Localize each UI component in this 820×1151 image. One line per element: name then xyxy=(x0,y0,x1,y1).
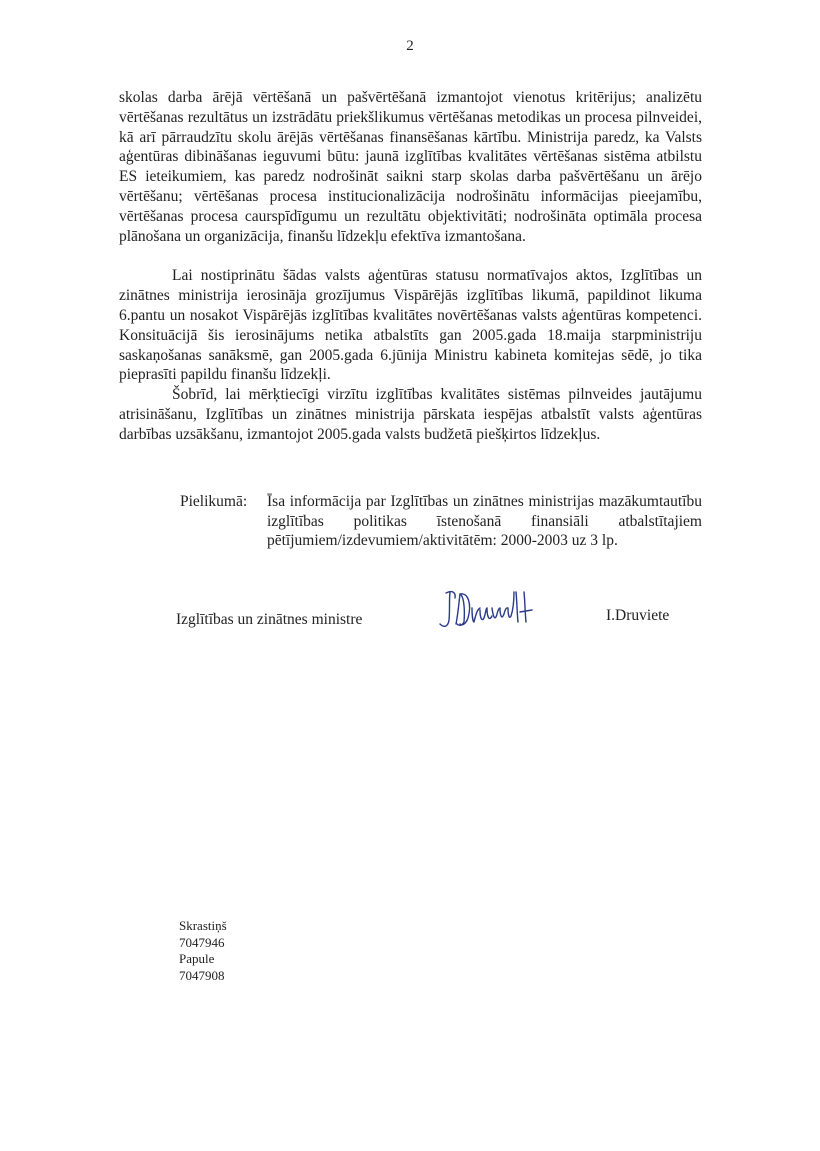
body-paragraph-3: Šobrīd, lai mērķtiecīgi virzītu izglītības kvalitātes sistēmas pilnveides jautājumu atrisināšanu, Izglītības un zinātnes ministrija pārskata iespējas atbalstīt valsts aģentūras darbības uzsākšanu, izmantojot 2005.gada valsts budžetā piešķirtos līdzekļus. xyxy=(119,386,702,443)
body-paragraph-1: skolas darba ārējā vērtēšanā un pašvērtēšanā izmantojot vienotus kritērijus; analizētu vērtēšanas rezultātus un izstrādātu priekšlikumus vērtēšanas metodikas un procesa pilnveidei, kā arī pārraudzītu skolu ārējās vērtēšanas finansēšanas kārtību. Ministrija paredz, ka Valsts aģentūras dibināšanas ieguvumi būtu: jaunā izglītības kvalitātes vērtēšanas sistēma atbilstu ES ieteikumiem, kas paredz nodrošināt saikni starp skolas darba pašvērtēšanu un ārējo vērtēšanu; vērtēšanas procesa institucionalizācija nodrošinātu informācijas pieejamību, vērtēšanas procesa caurspīdīgumu un rezultātu objektivitāti; nodrošināta optimāla procesa plānošana un organizācija, finanšu līdzekļu efektīva izmantošana. xyxy=(119,89,702,245)
signatory-title: Izglītības un zinātnes ministre xyxy=(176,611,363,628)
attachment-label: Pielikumā: xyxy=(180,493,248,510)
attachment-description: Īsa informācija par Izglītības un zinātnes ministrijas mazākumtautību izglītības politikas īstenošanā finansiāli atbalstītajiem pētījumiem/izdevumiem/aktivitātēm: 2000-2003 uz 3 lp. xyxy=(267,493,702,549)
contact-phone-1: 7047946 xyxy=(179,934,225,950)
page-number: 2 xyxy=(406,38,414,54)
contact-info xyxy=(179,918,227,984)
contact-name-1: Skrastiņš xyxy=(179,918,227,933)
attachment-note xyxy=(180,492,702,551)
letter-body xyxy=(119,88,702,445)
handwritten-signature xyxy=(434,584,554,636)
body-paragraph-2: Lai nostiprinātu šādas valsts aģentūras statusu normatīvajos aktos, Izglītības un zinātnes ministrija ierosināja grozījumus Vispārējās izglītības likumā, papildinot likuma 6.pantu un nosakot Vispārējās izglītības kvalitātes novērtēšanas valsts aģentūras kompetenci. Konsituācijā šis ierosinājums netika atbalstīts gan 2005.gada 18.maija starpministriju saskaņošanas sanāksmē, gan 2005.gada 6.jūnija Ministru kabineta komitejas sēdē, jo tika pieprasīti papildu finanšu līdzekļi. xyxy=(119,267,702,384)
signatory-name: I.Druviete xyxy=(606,607,670,624)
contact-name-2: Papule xyxy=(179,951,215,966)
contact-phone-2: 7047908 xyxy=(179,967,225,983)
